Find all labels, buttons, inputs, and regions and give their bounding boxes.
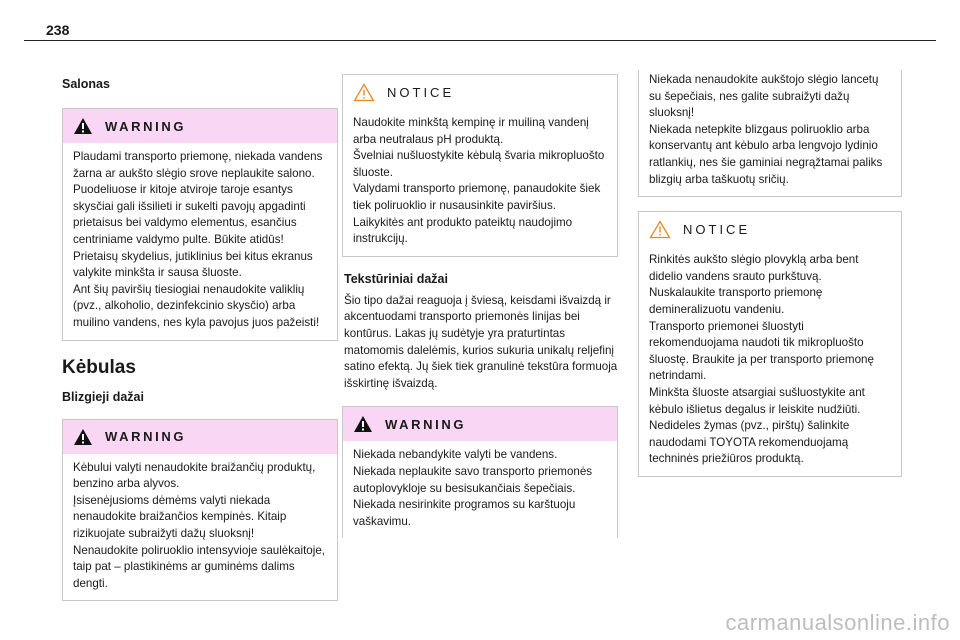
header-divider xyxy=(24,40,936,41)
warning-paragraph: Niekada nebandykite valyti be vandens. xyxy=(353,448,558,462)
warning-paragraph: Niekada nenaudokite aukštojo slėgio lancetų su šepečiais, nes galite subraižyti dažų sluoksnį! xyxy=(649,73,879,120)
warning-box-continued xyxy=(638,70,902,197)
warning-triangle-icon xyxy=(73,428,93,446)
warning-label: WARNING xyxy=(105,118,187,134)
warning-paragraph: Kėbului valyti nenaudokite braižančių produktų, benzino arba alyvos. xyxy=(73,460,316,491)
notice-paragraph: Minkšta šluoste atsargiai sušluostykite ant kėbulo išlietus degalus ir leiskite nudžiūti. xyxy=(649,385,865,416)
notice-box-high-pressure xyxy=(638,211,902,477)
subheading-salonas: Salonas xyxy=(62,77,110,91)
notice-paragraph: Transporto priemonei šluostyti rekomenduojama naudoti tik mikropluošto šluostę. Braukite ja per transporto priemonę netrindami. xyxy=(649,319,874,383)
warning-paragraph: Plaudami transporto priemonę, niekada vandens žarna ar aukšto slėgio srove neplaukite salono. xyxy=(73,150,323,180)
warning-paragraph: Puodeliuose ir kitoje atviroje taroje esantys skysčiai gali išsilieti ir sukelti pavojų apgadinti prietaisus bei valdymo elementus, esančius centriniame valdymo pulte. Būkite atidūs! xyxy=(73,183,306,246)
footer-watermark: carmanualsonline.info xyxy=(725,610,950,635)
warning-content xyxy=(63,143,337,340)
subheading-tekstura: Tekstūriniai dažai xyxy=(344,271,448,286)
notice-paragraph: Naudokite minkštą kempinę ir muiliną vandenį arba neutralaus pH produktą. xyxy=(353,116,589,146)
warning-paragraph: Niekada netepkite blizgaus poliruoklio arba konservantų ant kėbulo arba lengvojo lydinio ratlankių, nes šie gaminiai negrąžtamai paliks blizgių arba taškuotų sričių. xyxy=(649,122,883,186)
notice-paragraph: Rinkitės aukšto slėgio plovyklą arba bent didelio vandens srauto purkštuvą. xyxy=(649,253,859,283)
notice-content xyxy=(639,246,901,476)
warning-header xyxy=(63,109,337,143)
warning-continued-content xyxy=(639,70,901,196)
warning-label: WARNING xyxy=(105,429,187,445)
notice-paragraph: Švelniai nušluostykite kėbulą švaria mikropluošto šluoste. xyxy=(353,149,605,179)
column-right xyxy=(638,70,902,477)
notice-paragraph: Valydami transporto priemonę, panaudokite šiek tiek poliruoklio ir nusausinkite paviršius. xyxy=(353,182,601,212)
notice-paragraph: Nuskalaukite transporto priemonę demineralizuotu vandeniu. xyxy=(649,286,823,316)
warning-paragraph: Niekada neplaukite savo transporto priemonės autoplovykloje su besisukančiais šepečiais. xyxy=(353,464,593,495)
warning-triangle-icon xyxy=(353,415,373,433)
warning-header xyxy=(343,407,617,441)
warning-box-interior xyxy=(62,108,338,341)
notice-box-washing xyxy=(342,74,618,257)
notice-label: NOTICE xyxy=(387,84,455,100)
notice-triangle-icon xyxy=(353,83,375,102)
warning-paragraph: Prietaisų skydelius, jutiklinius bei kitus ekranus valykite minkšta ir sausa šluoste. xyxy=(73,249,313,280)
notice-paragraph: Nedideles žymas (pvz., pirštų) šalinkite naudodami TOYOTA rekomenduojamą techninės priežiūros produktą. xyxy=(649,419,850,466)
warning-triangle-icon xyxy=(73,117,93,135)
warning-content xyxy=(63,454,337,601)
notice-content xyxy=(343,109,617,256)
warning-paragraph: Nenaudokite poliruoklio intensyvioje saulėkaitoje, taip pat – plastikinėms ar guminėms dalims dengti. xyxy=(73,543,325,590)
warning-content xyxy=(343,441,617,538)
column-middle xyxy=(342,74,618,538)
section-title-kebulas: Kėbulas xyxy=(62,356,136,378)
subheading-blizgieji: Blizgieji dažai xyxy=(62,389,144,404)
notice-label: NOTICE xyxy=(683,221,751,237)
column-left xyxy=(62,76,338,601)
warning-paragraph: Įsisenėjusioms dėmėms valyti niekada nenaudokite braižančios kempinės. Kitaip rizikuojate subraižyti dažų sluoksnį! xyxy=(73,493,287,540)
warning-label: WARNING xyxy=(385,416,467,432)
warning-paragraph: Ant šių paviršių tiesiogiai nenaudokite valiklių (pvz., alkoholio, dezinfekcinio skysčio) arba muilino vandens, nes kyla pavojus juos pažeisti! xyxy=(73,282,320,329)
warning-header xyxy=(63,420,337,454)
notice-triangle-icon xyxy=(649,220,671,239)
notice-header xyxy=(639,212,901,246)
warning-box-textured-paint xyxy=(342,406,618,538)
notice-paragraph: Laikykitės ant produkto pateiktų naudojimo instrukcijų. xyxy=(353,215,573,246)
tekstura-paragraph: Šio tipo dažai reaguoja į šviesą, keisdami išvaizdą ir akcentuodami transporto priemonės linijas bei kontūrus. Lakas jų sudėtyje yra praturtintas matomomis dalelėmis, kurios sukuria unikalų reljefinį satino efektą. Jų šiek tiek granulinė tekstūra formuoja išskirtinę išvaizdą. xyxy=(344,293,618,390)
warning-box-glossy-paint xyxy=(62,419,338,602)
page-number: 238 xyxy=(46,22,70,38)
warning-paragraph: Niekada nesirinkite programos su karštuoju vaškavimu. xyxy=(353,498,576,528)
notice-header xyxy=(343,75,617,109)
